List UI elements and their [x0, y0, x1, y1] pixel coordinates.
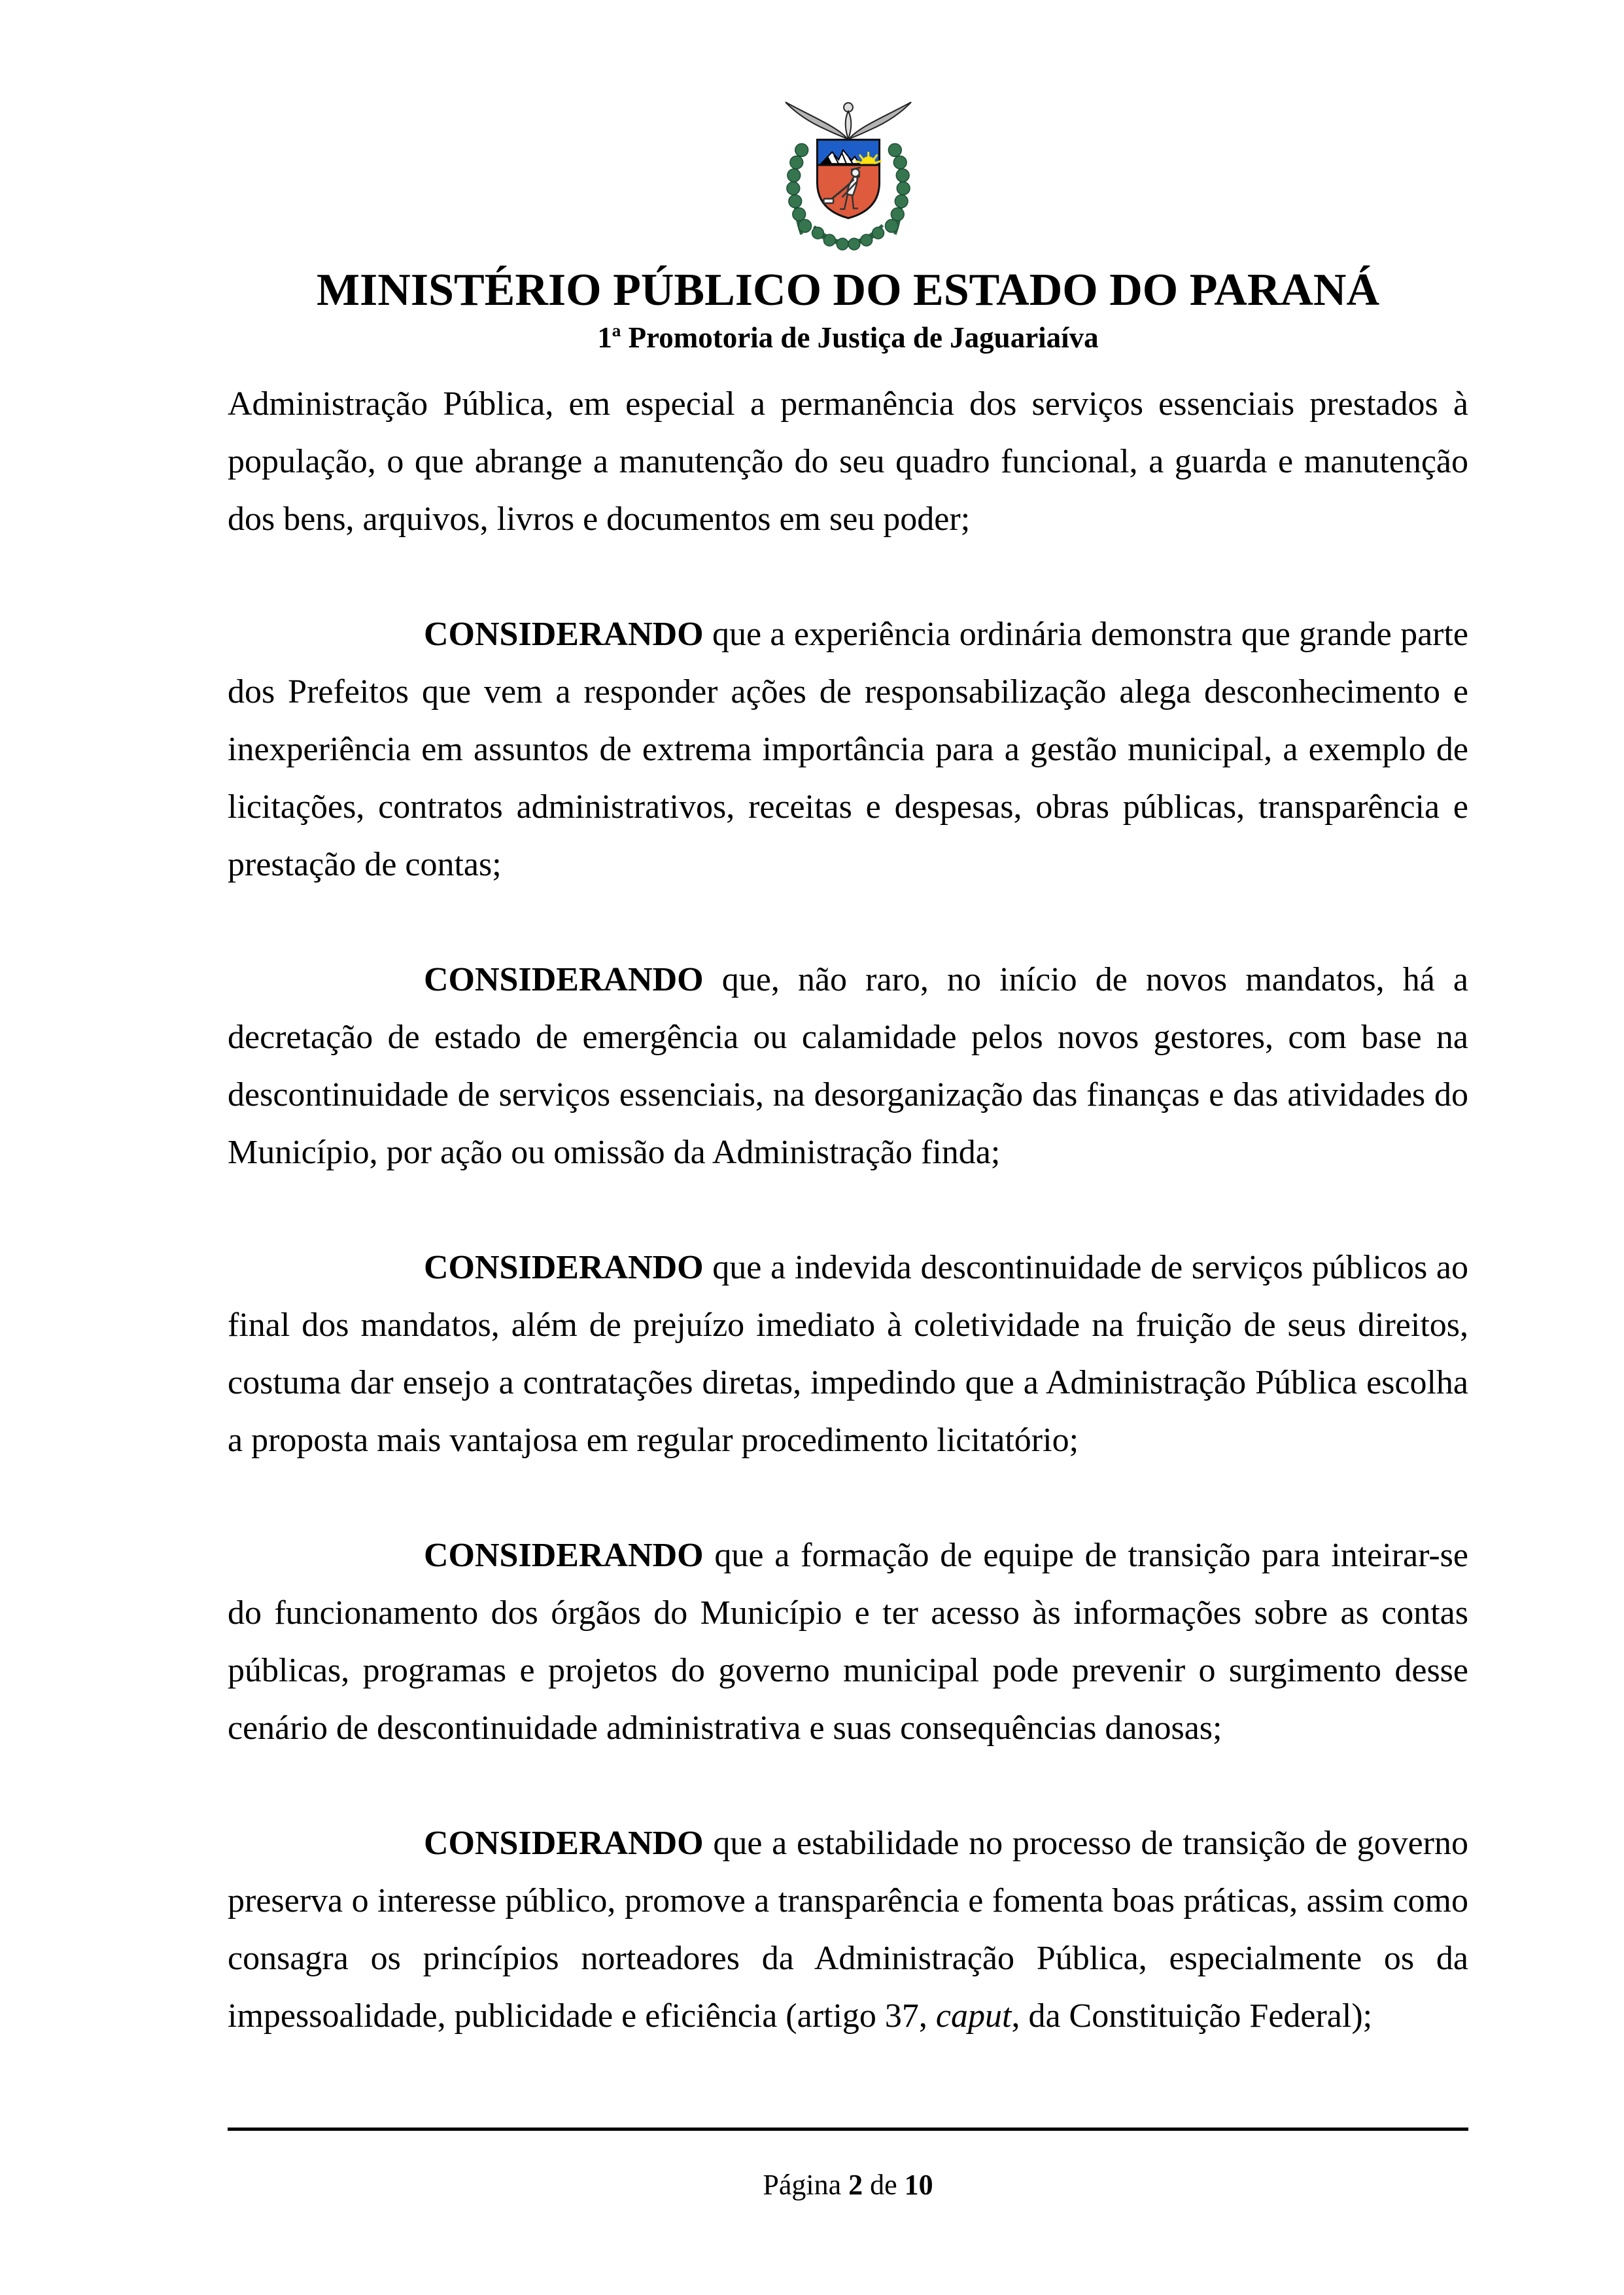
paragraph-text: Administração Pública, em especial a permanência dos serviços essenciais prestados à população, o que abrange a manutenção do seu quadro funcional, a guarda e manutenção dos bens, arquivos, livros e documentos em seu poder; [228, 385, 1468, 538]
document-body [228, 376, 1468, 2045]
page-number-current: 2 [848, 2169, 863, 2201]
paragraph-text: que a formação de equipe de transição para inteirar-se do funcionamento dos órgãos do Município e ter acesso às informações sobre as contas públicas, programas e projetos do governo municipal pode prevenir o surgimento desse cenário de descontinuidade administrativa e suas consequências danosas; [228, 1537, 1468, 1747]
org-title: MINISTÉRIO PÚBLICO DO ESTADO DO PARANÁ [316, 265, 1380, 315]
paragraph [228, 606, 1468, 894]
coat-of-arms [228, 98, 1468, 260]
paragraph-text: que a estabilidade no processo de transição de governo preserva o interesse público, promove a transparência e fomenta boas práticas, assim como consagra os princípios norteadores da Administração Pública, especialmente os da impessoalidade, publicidade e eficiência (artigo 37, [228, 1825, 1468, 2035]
paragraph [228, 1815, 1468, 2045]
paragraph-lead: CONSIDERANDO [424, 1825, 704, 1862]
page-footer [228, 2128, 1468, 2203]
paragraph [228, 1527, 1468, 1757]
paragraph-text: que a indevida descontinuidade de serviços públicos ao final dos mandatos, além de prejuízo imediato à coletividade na fruição de seus direitos, costuma dar ensejo a contratações diretas, impedindo que a Administração Pública escolha a proposta mais vantajosa em regular procedimento licitatório; [228, 1249, 1468, 1459]
page-number [228, 2167, 1468, 2203]
footer-divider [228, 2128, 1468, 2131]
paragraph [228, 1239, 1468, 1469]
page-number-total: 10 [904, 2169, 933, 2201]
shield-figure [817, 140, 880, 219]
paragraph [228, 376, 1468, 548]
paragraph-lead: CONSIDERANDO [424, 616, 704, 653]
paragraph-text: que a experiência ordinária demonstra que grande parte dos Prefeitos que vem a responder ações de responsabilização alega desconhecimento e inexperiência em assuntos de extrema importância para a gestão municipal, a exemplo de licitações, contratos administrativos, receitas e despesas, obras públicas, transparência e prestação de contas; [228, 616, 1468, 883]
paragraph-text: que, não raro, no início de novos mandatos, há a decretação de estado de emergência ou calamidade pelos novos gestores, com base na descontinuidade de serviços essenciais, na desorganização das finanças e das atividades do Município, por ação ou omissão da Administração finda; [228, 961, 1468, 1171]
page-number-separator: de [870, 2169, 897, 2201]
letterhead [228, 98, 1468, 356]
paragraph-lead: CONSIDERANDO [424, 961, 704, 998]
paragraph-lead: CONSIDERANDO [424, 1537, 704, 1574]
paragraph-text: , da Constituição Federal); [1011, 1997, 1373, 2035]
parana-coat-of-arms-icon [780, 98, 916, 260]
paragraph [228, 951, 1468, 1182]
paragraph-italic: caput [935, 1997, 1012, 2035]
office-subtitle: 1ª Promotoria de Justiça de Jaguariaíva [597, 321, 1099, 354]
page-number-label: Página [763, 2169, 842, 2201]
eagle-figure [785, 102, 910, 139]
paragraph-lead: CONSIDERANDO [424, 1249, 704, 1286]
